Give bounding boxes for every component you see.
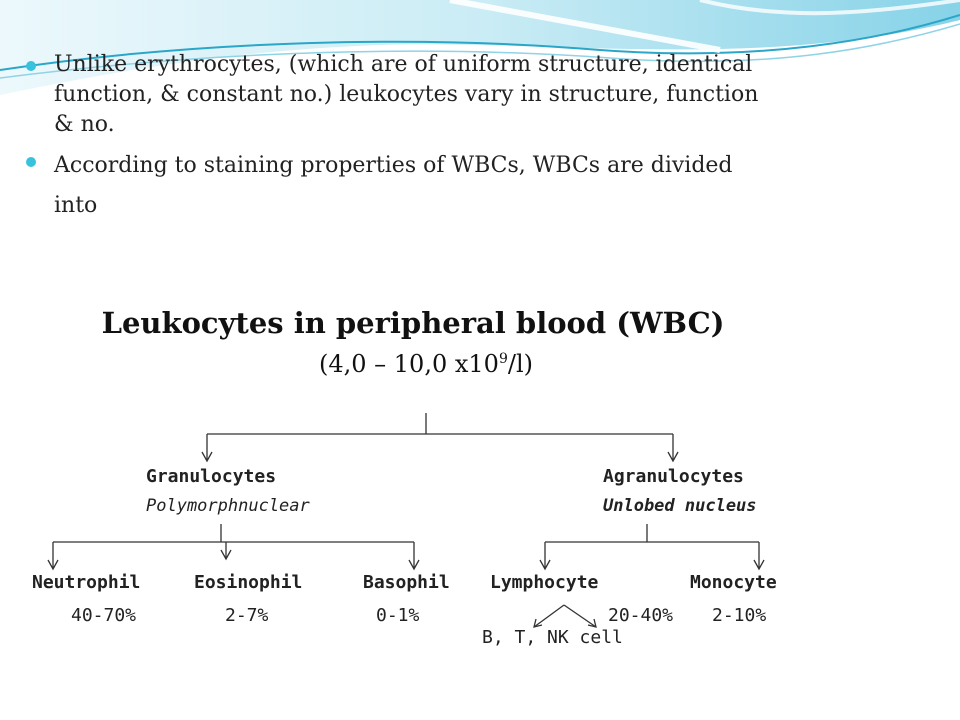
diagram-title: Leukocytes in peripheral blood (WBC) (101, 306, 725, 340)
monocyte-percent: 2-10% (712, 605, 767, 626)
agranulocytes-sub: Unlobed nucleus (603, 496, 757, 516)
neutrophil-percent: 40-70% (71, 605, 137, 626)
lymphocyte-percent: 20-40% (608, 605, 674, 626)
bullet-text: Unlike erythrocytes, (which are of uniform structure, identical function, & constant no.) leukocytes vary in structure, function & no. (54, 52, 759, 137)
monocyte-label: Monocyte (690, 572, 777, 593)
basophil-percent: 0-1% (376, 605, 420, 626)
neutrophil-label: Neutrophil (32, 572, 141, 593)
basophil-label: Basophil (363, 572, 450, 593)
lymphocyte-label: Lymphocyte (490, 572, 599, 593)
subtitle-exponent: 9 (498, 351, 508, 367)
granulocytes-sub: Polymorphnuclear (146, 496, 310, 516)
agranulocytes-label: Agranulocytes (603, 466, 744, 487)
lymphocyte-types: B, T, NK cell (482, 627, 623, 648)
eosinophil-label: Eosinophil (194, 572, 303, 593)
subtitle-main: (4,0 – 10,0 x10 (319, 350, 499, 378)
subtitle-end: /l) (507, 350, 533, 378)
granulocytes-label: Granulocytes (146, 466, 277, 487)
bullet-text: According to staining properties of WBCs, WBCs are divided into (54, 153, 733, 218)
eosinophil-percent: 2-7% (225, 605, 269, 626)
